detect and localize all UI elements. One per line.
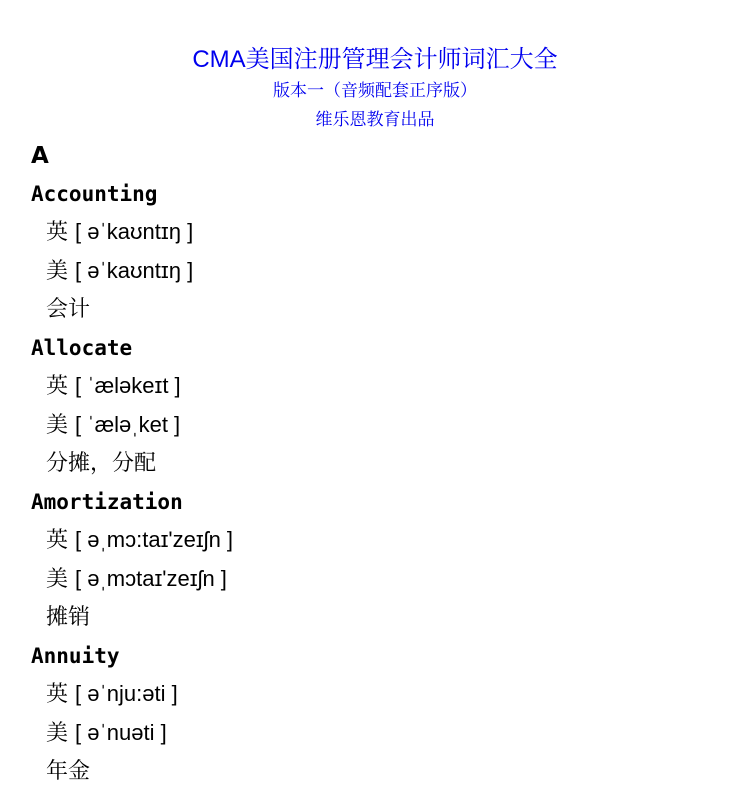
entry-word: Accounting — [31, 182, 158, 206]
us-pronunciation — [31, 406, 731, 445]
uk-ipa: [ əˌmɔ:taɪ'zeɪʃn ] — [75, 527, 234, 552]
uk-label: 英 — [46, 528, 69, 553]
vocab-entry-allocate — [31, 329, 731, 483]
us-pronunciation — [31, 252, 731, 291]
uk-label: 英 — [46, 220, 69, 245]
us-ipa: [ əˌmɔtaɪ'zeɪʃn ] — [75, 566, 227, 591]
document-header — [0, 44, 750, 134]
entry-meaning: 年金 — [46, 759, 91, 784]
document-title: CMA美国注册管理会计师词汇大全 — [192, 46, 558, 73]
document-publisher: 维乐恩教育出品 — [315, 110, 435, 130]
uk-pronunciation — [31, 367, 731, 406]
uk-ipa: [ ˈæləkeɪt ] — [75, 373, 181, 398]
uk-pronunciation — [31, 675, 731, 714]
entry-meaning: 分摊，分配 — [46, 451, 157, 476]
entry-word: Allocate — [31, 336, 133, 360]
entry-meaning: 摊销 — [46, 605, 91, 630]
document-subtitle: 版本一（音频配套正序版） — [273, 81, 477, 101]
section-letter-heading: A — [31, 143, 49, 169]
uk-pronunciation — [31, 521, 731, 560]
uk-label: 英 — [46, 374, 69, 399]
us-label: 美 — [46, 567, 69, 592]
us-pronunciation — [31, 714, 731, 753]
uk-ipa: [ əˈkaʊntɪŋ ] — [75, 219, 194, 244]
entry-word: Amortization — [31, 490, 183, 514]
vocabulary-list — [31, 137, 731, 791]
vocab-entry-amortization — [31, 483, 731, 637]
entry-meaning: 会计 — [46, 297, 91, 322]
us-ipa: [ əˈkaʊntɪŋ ] — [75, 258, 194, 283]
us-pronunciation — [31, 560, 731, 599]
uk-label: 英 — [46, 682, 69, 707]
uk-pronunciation — [31, 213, 731, 252]
us-ipa: [ əˈnuəti ] — [75, 720, 167, 745]
us-label: 美 — [46, 721, 69, 746]
vocab-entry-annuity — [31, 637, 731, 791]
us-ipa: [ ˈæləˌket ] — [75, 412, 181, 437]
uk-ipa: [ əˈnju:əti ] — [75, 681, 178, 706]
us-label: 美 — [46, 259, 69, 284]
entry-word: Annuity — [31, 644, 120, 668]
us-label: 美 — [46, 413, 69, 438]
vocab-entry-accounting — [31, 175, 731, 329]
